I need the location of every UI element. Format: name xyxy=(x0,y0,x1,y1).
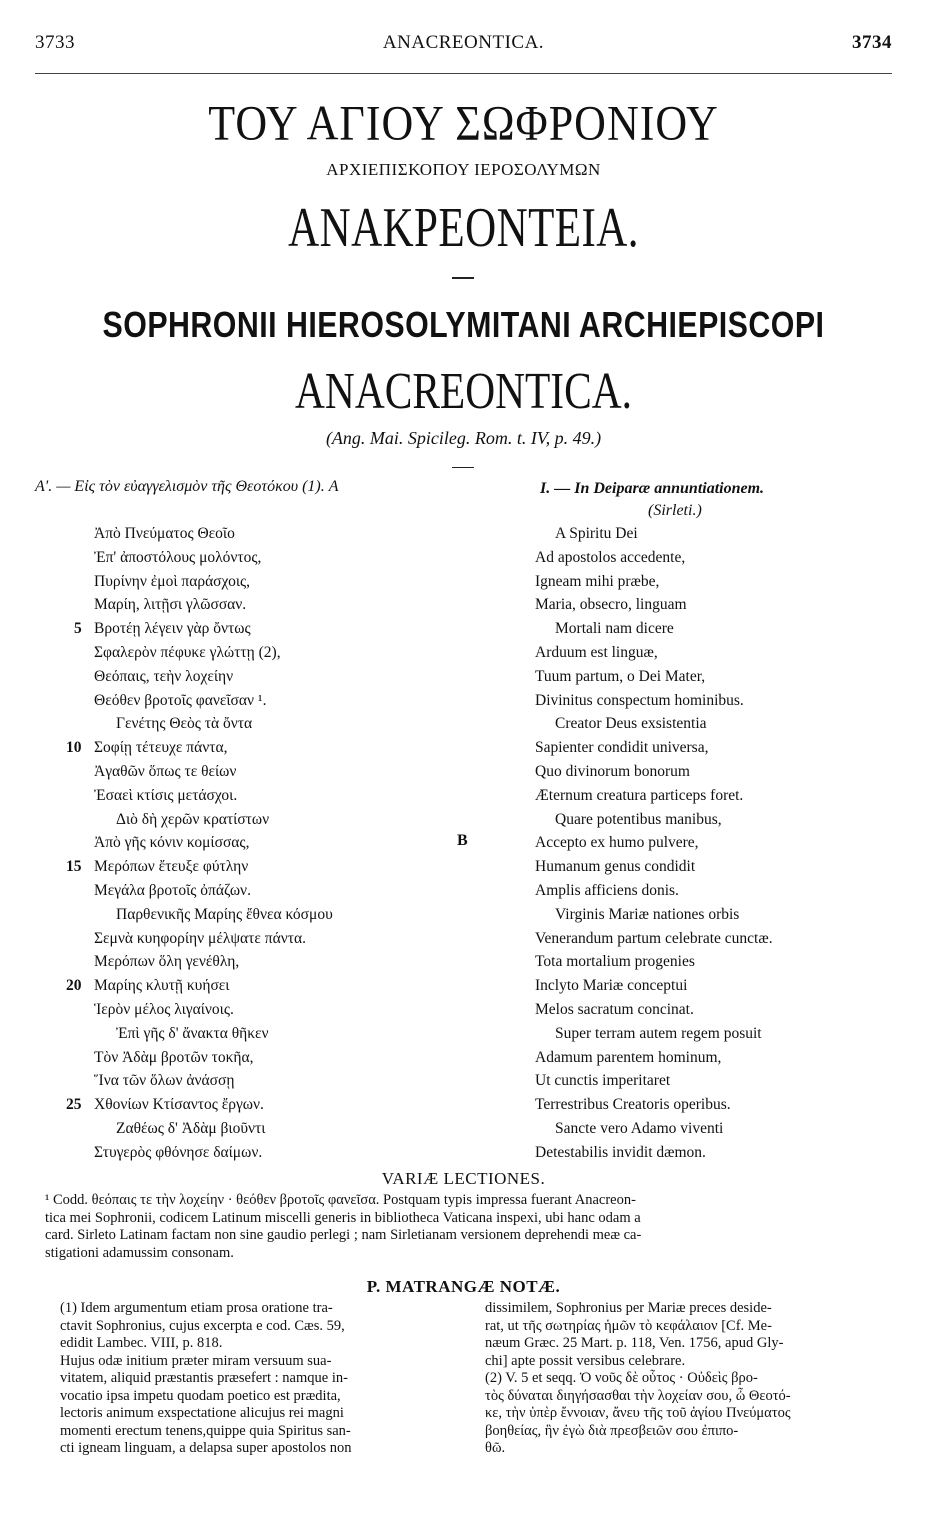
greek-verse-line: Σφαλερὸν πέφυκε γλώττῃ (2), xyxy=(94,644,281,661)
note-line: κε, τὴν ὑπὲρ ἔννοιαν, ἄνευ τῆς τοῦ ἁγίου Πνεύματος xyxy=(485,1405,791,1421)
note-line: rat, ut τῆς σωτηρίας ἡμῶν τὸ κεφάλαιον [Cf. Me- xyxy=(485,1317,772,1334)
latin-verse-line: Adamum parentem hominum, xyxy=(535,1048,722,1066)
verse-number: 10 xyxy=(66,739,82,757)
note-line: (2) V. 5 et seqq. Ὁ νοῦς δὲ οὗτος · Οὐδεὶς βρο- xyxy=(485,1370,758,1386)
greek-verse-line: Σοφίῃ τέτευχε πάντα, xyxy=(94,739,228,757)
notae-left-column xyxy=(60,1300,460,1458)
latin-verse-line: Sapienter condidit universa, xyxy=(535,739,709,757)
greek-verse-line: Διὸ δὴ χερῶν κρατίστων xyxy=(116,810,270,828)
greek-verse-line: Θεόπαις, τεὴν λοχείην xyxy=(94,667,234,685)
latin-verse-line: Humanum genus condidit xyxy=(535,858,696,876)
latin-verse-line: Quare potentibus manibus, xyxy=(555,810,722,828)
greek-verse-line: Μερόπων ὅλη γενέθλη, xyxy=(94,953,240,971)
note-line: (1) Idem argumentum etiam prosa oratione tra- xyxy=(60,1300,333,1316)
title-greek-main: ΤΟΥ ΑΓΙΟΥ ΣΩΦΡΟΝΙΟΥ xyxy=(208,96,719,151)
greek-verse-line: Στυγερὸς φθόνησε δαίμων. xyxy=(94,1143,263,1161)
title-dash xyxy=(452,277,474,279)
margin-letter-b: B xyxy=(457,832,468,849)
title-greek-work: ΑΝΑΚΡΕΟΝΤΕΙΑ. xyxy=(288,195,639,259)
greek-verse-line: Ἐπ' ἀποστόλους μολόντος, xyxy=(94,548,262,566)
note-line: ¹ Codd. θεόπαις τε τὴν λοχείην · θεόθεν βροτοῖς φανεῖσα. Postquam typis impressa fuerant Anacreon- xyxy=(45,1192,636,1208)
latin-verse-line: Ad apostolos accedente, xyxy=(535,548,686,566)
greek-verse-line: Πυρίνην ἐμοὶ παράσχοις, xyxy=(94,572,251,590)
latin-verse-line: Accepto ex humo pulvere, xyxy=(535,834,699,852)
header-rule xyxy=(35,73,892,74)
note-line: næum Græc. 25 Mart. p. 118, Ven. 1756, apud Gly- xyxy=(485,1335,784,1351)
notae-heading: P. MATRANGÆ NOTÆ. xyxy=(366,1277,561,1296)
greek-verse-line: Μεγάλα βροτοῖς ὀπάζων. xyxy=(94,882,251,899)
title-greek-sub: ΑΡΧΙΕΠΙΣΚΟΠΟΥ ΙΕΡΟΣΟΛΥΜΩΝ xyxy=(326,160,601,179)
verse-number: 25 xyxy=(66,1096,82,1114)
verse-number: 15 xyxy=(66,858,82,876)
note-line: Hujus odæ initium præter miram versuum sua- xyxy=(60,1352,332,1369)
latin-verse-line: Tota mortalium progenies xyxy=(535,953,695,971)
greek-verse-line: Θεόθεν βροτοῖς φανεῖσαν ¹. xyxy=(94,691,267,709)
latin-verse-line: Super terram autem regem posuit xyxy=(555,1024,762,1042)
latin-verse-line: Sancte vero Adamo viventi xyxy=(555,1120,724,1137)
greek-verse-line: Ἐπὶ γῆς δ' ἄνακτα θῆκεν xyxy=(116,1024,269,1042)
greek-verse-line: Μαρίης κλυτῇ κυήσει xyxy=(94,977,230,995)
verse-number: 20 xyxy=(66,977,82,995)
greek-verse-line: Ἱερὸν μέλος λιγαίνοις. xyxy=(94,1001,234,1018)
latin-verse-line: A Spiritu Dei xyxy=(555,525,638,542)
greek-verse-line: Ἵνα τῶν ὅλων ἀνάσσῃ xyxy=(94,1072,235,1090)
greek-verse-line: Ἀπὸ Πνεύματος Θεοῖο xyxy=(94,525,235,542)
greek-verse-line: Παρθενικῆς Μαρίης ἔθνεα κόσμου xyxy=(116,905,333,923)
latin-verse-line: Creator Deus exsistentia xyxy=(555,715,707,733)
running-title: ANACREONTICA. xyxy=(382,32,545,53)
greek-verse-line: Μερόπων ἔτευξε φύτλην xyxy=(94,858,249,876)
greek-verse-line: Σεμνὰ κυηφορίην μέλψατε πάντα. xyxy=(94,929,306,947)
latin-verse-line: Divinitus conspectum hominibus. xyxy=(535,691,744,709)
latin-verse-line: Æternum creatura particeps foret. xyxy=(535,786,744,804)
note-line: τὸς δύναται διηγήσασθαι τὴν λοχείαν σου, ὦ Θεοτό- xyxy=(485,1387,791,1404)
page-number-right: 3734 xyxy=(852,32,892,53)
note-line: dissimilem, Sophronius per Mariæ preces deside- xyxy=(485,1300,772,1316)
note-line: lectoris animum exspectatione alicujus rei magni xyxy=(60,1405,344,1421)
latin-verse-line: Venerandum partum celebrate cunctæ. xyxy=(535,929,773,947)
latin-verse-line: Quo divinorum bonorum xyxy=(535,763,690,780)
greek-verse-line: Γενέτης Θεὸς τὰ ὄντα xyxy=(116,715,253,733)
latin-verse-line: Mortali nam dicere xyxy=(555,620,674,638)
note-line: stigationi adamussim consonam. xyxy=(45,1244,234,1261)
note-line: edidit Lambec. VIII, p. 818. xyxy=(60,1335,223,1351)
latin-poem-attribution: (Sirleti.) xyxy=(648,502,702,519)
note-line: ctavit Sophronius, cujus excerpta e cod. Cæs. 59, xyxy=(60,1317,345,1334)
greek-verse-line: Μαρίη, λιτῇσι γλῶσσαν. xyxy=(94,596,247,614)
variae-heading: VARIÆ LECTIONES. xyxy=(381,1169,546,1188)
title-latin-main: SOPHRONII HIEROSOLYMITANI ARCHIEPISCOPI xyxy=(102,304,825,345)
note-line: card. Sirleto Latinam factam non sine gaudio perlegi ; nam Sirletianam versionem deprehendi meæ ca- xyxy=(45,1227,642,1243)
verse-number: 5 xyxy=(74,620,82,638)
greek-verse-line: Βροτέῃ λέγειν γὰρ ὄντως xyxy=(94,620,251,638)
title-source: (Ang. Mai. Spicileg. Rom. t. IV, p. 49.) xyxy=(325,428,602,448)
notae-right-column xyxy=(485,1300,900,1458)
note-line: momenti erectum tenens,quippe quia Spiritus san- xyxy=(60,1422,351,1439)
latin-verse-line: Maria, obsecro, linguam xyxy=(535,596,687,614)
latin-verse-line: Melos sacratum concinat. xyxy=(535,1001,694,1018)
note-line: cti igneam linguam, a delapsa super apostolos non xyxy=(60,1440,352,1456)
source-dash xyxy=(452,467,474,468)
latin-verse-line: Inclyto Mariæ conceptui xyxy=(535,977,688,995)
note-line: vocatio ipsa impetu quodam poetico est prædita, xyxy=(60,1387,341,1404)
note-line: vitatem, aliquid præstantis præsefert : namque in- xyxy=(60,1370,348,1386)
greek-verse-line: Ζαθέως δ' Ἀδὰμ βιοῦντι xyxy=(116,1120,266,1137)
latin-verse-line: Arduum est linguæ, xyxy=(535,644,658,661)
variae-notes xyxy=(45,1192,895,1262)
greek-verse-line: Χθονίων Κτίσαντος ἔργων. xyxy=(94,1096,264,1114)
greek-verse-line: Ἀπὸ γῆς κόνιν κομίσσας, xyxy=(94,834,250,852)
greek-poem-heading: Α'. — Εἰς τὸν εὐαγγελισμὸν τῆς Θεοτόκου (1). A xyxy=(35,478,339,495)
title-latin-work: ANACREONTICA. xyxy=(295,361,632,420)
latin-verse-line: Virginis Mariæ nationes orbis xyxy=(555,905,740,923)
greek-verse-line: Ἀγαθῶν ὅπως τε θείων xyxy=(94,763,237,780)
latin-poem-heading: I. — In Deiparæ annuntiationem. xyxy=(540,480,765,497)
latin-verse-line: Tuum partum, o Dei Mater, xyxy=(535,667,706,685)
latin-verse-line: Amplis afficiens donis. xyxy=(535,882,679,899)
greek-verse-line: Ἐσαεὶ κτίσις μετάσχοι. xyxy=(94,786,238,804)
latin-verse-line: Ut cunctis imperitaret xyxy=(535,1072,671,1090)
latin-verse-line: Detestabilis invidit dæmon. xyxy=(535,1143,706,1161)
note-line: chi] apte possit versibus celebrare. xyxy=(485,1352,686,1369)
greek-verse-line: Τὸν Ἀδὰμ βροτῶν τοκῆα, xyxy=(94,1048,254,1066)
latin-verse-line: Igneam mihi præbe, xyxy=(535,572,660,590)
note-line: θῶ. xyxy=(485,1440,506,1456)
note-line: βοηθείας, ἣν ἐγὼ διὰ πρεσβειῶν σου ἐπιπο- xyxy=(485,1422,739,1439)
note-line: tica mei Sophronii, codicem Latinum miscelli generis in bibliotheca Vaticana inspexi, ubi hanc odam a xyxy=(45,1209,641,1226)
latin-verse-line: Terrestribus Creatoris operibus. xyxy=(535,1096,731,1114)
page-number-left: 3733 xyxy=(35,32,75,53)
